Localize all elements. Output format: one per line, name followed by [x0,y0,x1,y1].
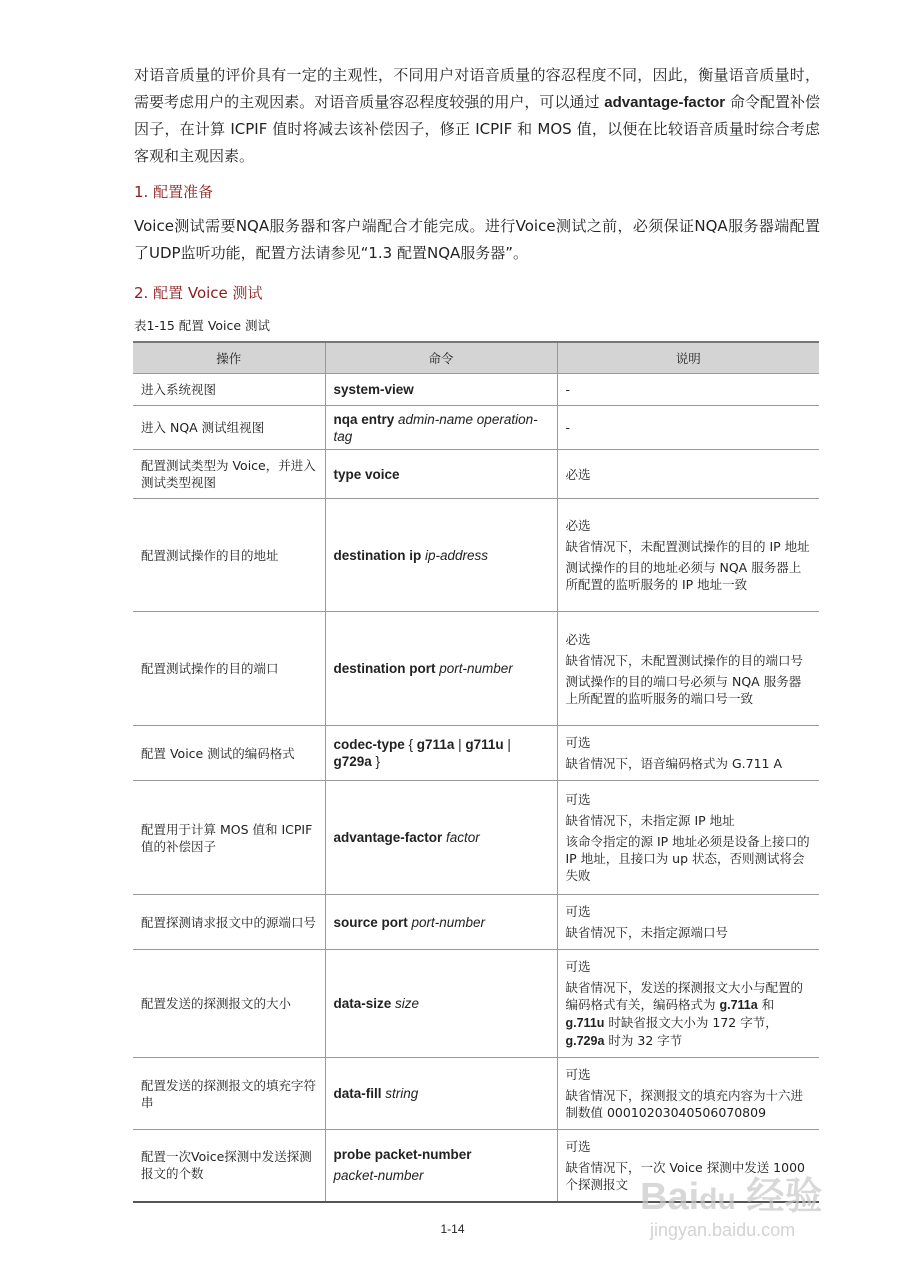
table-row [133,406,819,450]
description-cell [557,781,819,895]
description-paragraph [566,652,812,669]
table-row [133,450,819,499]
description-paragraph [566,1066,812,1083]
command-keyword: data-fill [333,1086,386,1101]
description-text: 测试操作的目的地址必须与 NQA 服务器上所配置的监听服务的 IP 地址一致 [565,560,802,592]
command-argument: packet-number [333,1168,424,1184]
description-paragraph [566,958,812,975]
description-text: 必选 [565,518,591,533]
description-paragraph [566,631,812,648]
description-paragraph [566,517,812,534]
description-paragraph [566,381,812,398]
description-paragraph [566,1138,812,1155]
description-text: 可选 [565,1067,591,1082]
header-description: 说明 [557,342,819,374]
table-row [133,499,819,612]
watermark-url: jingyan.baidu.com [650,1220,796,1240]
description-text: 和 [757,996,775,1012]
description-cell [557,895,819,950]
command-keyword: advantage-factor [604,94,726,111]
description-text: 缺省情况下，一次 Voice 探测中发送 1000 个探测报文 [565,1159,805,1192]
command-argument: size [395,996,420,1011]
description-cell [557,612,819,726]
command-keyword: destination port [333,661,440,676]
command-keyword: destination ip [333,547,426,563]
description-text: - [565,382,571,397]
description-text: 缺省情况下，未指定源端口号 [565,925,729,940]
description-paragraph [566,1087,812,1121]
command-argument: port-number [411,914,486,930]
description-text: 缺省情况下，未配置测试操作的目的 IP 地址 [565,539,810,554]
description-text: 必选 [565,466,591,482]
description-paragraph [566,673,812,707]
section-heading-voice: 2. 配置 Voice 测试 [134,284,263,302]
command-cell [325,406,557,450]
command-cell [325,374,557,406]
table-row [133,1058,819,1130]
description-text: 缺省情况下，发送的探测报文大小与配置的编码格式有关，编码格式为 [565,979,804,1012]
description-paragraph [566,833,812,884]
table-row [133,895,819,950]
operation-cell: 配置测试操作的目的地址 [133,499,325,612]
description-text: 缺省情况下，语音编码格式为 G.711 A [565,756,783,771]
command-cell [325,499,557,612]
command-keyword: data-size [333,996,396,1011]
command-cell [325,612,557,726]
description-text: 可选 [565,735,591,750]
text-segment: 对语音质量的评价具有一定的主观性，不同用户对语音质量的容忍程度不同，因此，衡量语音质量时，需要考虑用户的主观因素。对语音质量容忍程度较强的用户，可以通过 [134,66,820,111]
command-keyword: g711a [416,737,455,752]
voice-config-table [133,341,819,1203]
description-text: 时为 32 字节 [604,1032,683,1048]
description-paragraph [566,979,812,1050]
description-text: 可选 [565,792,591,807]
header-command: 命令 [325,342,557,374]
command-argument: admin-name operation-tag [333,411,538,444]
description-text: 该命令指定的源 IP 地址必须是设备上接口的 IP 地址，且接口为 up 状态，否则测试将会失败 [565,834,810,883]
command-keyword: type voice [333,466,400,482]
command-cell [325,726,557,781]
description-paragraph [566,559,812,593]
command-keyword: probe packet-number [333,1147,472,1163]
operation-cell: 配置 Voice 测试的编码格式 [133,726,325,781]
table-caption: 表1-15 配置 Voice 测试 [134,318,271,333]
command-keyword: { [404,737,417,752]
table-row [133,950,819,1058]
description-text: 必选 [565,631,591,647]
description-paragraph [566,924,812,941]
description-text: 测试操作的目的端口号必须与 NQA 服务器上所配置的监听服务的端口号一致 [565,673,802,706]
command-keyword: source port [333,914,412,930]
description-text: 缺省情况下，探测报文的填充内容为十六进制数值 00010203040506070809 [565,1088,804,1120]
description-paragraph [566,812,812,829]
description-text: g.711a [719,997,758,1012]
command-cell [325,950,557,1058]
description-text: 时缺省报文大小为 172 字节， [604,1014,778,1030]
operation-cell: 配置用于计算 MOS 值和 ICPIF 值的补偿因子 [133,781,325,895]
command-keyword: | [503,737,511,752]
command-argument: string [385,1086,419,1101]
description-cell [557,374,819,406]
command-keyword: g729a [333,754,372,769]
description-text: 缺省情况下，未配置测试操作的目的端口号 [565,652,804,668]
description-text: g.729a [565,1033,605,1048]
description-text: 可选 [565,904,591,919]
command-argument: port-number [439,661,513,676]
command-keyword: system-view [333,382,414,397]
description-paragraph [566,538,812,555]
description-paragraph [566,466,812,483]
description-text: 可选 [565,1138,591,1154]
description-cell [557,1058,819,1130]
table-row [133,612,819,726]
operation-cell: 进入 NQA 测试组视图 [133,406,325,450]
operation-cell: 配置发送的探测报文的填充字符串 [133,1058,325,1130]
operation-cell: 配置探测请求报文中的源端口号 [133,895,325,950]
command-keyword: } [371,754,381,769]
watermark-logo: Baidu 经验 [640,1176,823,1218]
description-paragraph [566,791,812,808]
operation-cell: 配置发送的探测报文的大小 [133,950,325,1058]
description-paragraph [566,734,812,751]
section-heading-prepare: 1. 配置准备 [134,183,214,201]
description-paragraph [566,755,812,772]
description-paragraph [566,903,812,920]
description-cell [557,450,819,499]
command-keyword: advantage-factor [333,830,447,845]
operation-cell: 配置测试操作的目的端口 [133,612,325,726]
description-cell [557,499,819,612]
prepare-paragraph: Voice测试需要NQA服务器和客户端配合才能完成。进行Voice测试之前，必须保证NQA服务器端配置了UDP监听功能，配置方法请参见“1.3 配置NQA服务器”。 [134,217,820,262]
operation-cell: 配置一次Voice探测中发送探测报文的个数 [133,1130,325,1202]
command-cell [325,1058,557,1130]
command-keyword: g711u [465,737,504,752]
command-argument: ip-address [425,547,489,563]
command-cell [325,450,557,499]
table-row [133,781,819,895]
text-segment: 命令配置补偿因子，在计算 ICPIF 值时将减去该补偿因子，修正 ICPIF 和 MOS 值，以便在比较语音质量时综合考虑客观和主观因素。 [134,93,820,165]
command-cell [325,1130,557,1202]
operation-cell: 配置测试类型为 Voice，并进入测试类型视图 [133,450,325,499]
description-paragraph [566,419,812,436]
table-row [133,374,819,406]
command-cell [325,781,557,895]
header-operation: 操作 [133,342,325,374]
command-argument: factor [446,830,480,845]
description-text: 可选 [565,958,591,974]
description-cell [557,726,819,781]
command-cell [325,895,557,950]
command-keyword: nqa entry [333,411,399,427]
operation-cell: 进入系统视图 [133,374,325,406]
page-number: 1-14 [440,1222,465,1236]
table-row [133,726,819,781]
description-text: g.711u [565,1015,605,1030]
command-keyword: | [454,737,466,752]
description-text: 缺省情况下，未指定源 IP 地址 [565,813,735,828]
description-cell [557,406,819,450]
description-cell [557,950,819,1058]
command-keyword: codec-type [333,737,405,752]
intro-paragraph [134,62,820,170]
description-text: - [565,420,571,435]
